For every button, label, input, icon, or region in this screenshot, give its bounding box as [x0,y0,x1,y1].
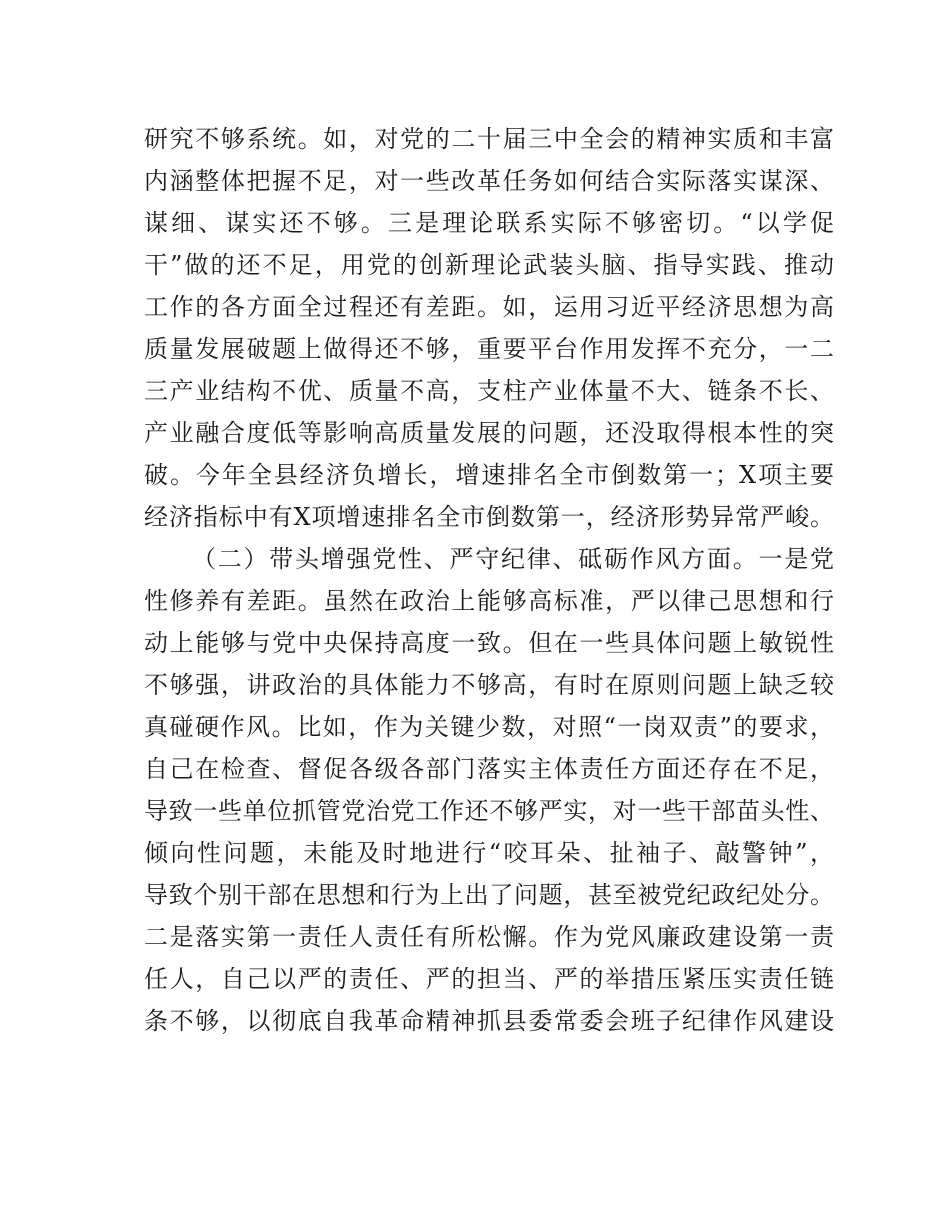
text-line: 任人，自己以严的责任、严的担当、严的举措压紧压实责任链 [144,965,834,993]
text-line: 动上能够与党中央保持高度一致。但在一些具体问题上敏锐性 [144,629,834,657]
text-line: 导致一些单位抓管党治党工作还不够严实，对一些干部苗头性、 [144,797,834,825]
paragraph-start-line: （二）带头增强党性、严守纪律、砥砺作风方面。一是党 [192,545,834,573]
text-line: 不够强，讲政治的具体能力不够高，有时在原则问题上缺乏较 [144,671,834,699]
text-line: 工作的各方面全过程还有差距。如，运用习近平经济思想为高 [144,293,834,321]
body-text [144,118,834,1042]
text-line: 破。今年全县经济负增长，增速排名全市倒数第一；X项主要 [144,461,834,489]
text-line: 二是落实第一责任人责任有所松懈。作为党风廉政建设第一责 [144,923,834,951]
text-line: 条不够，以彻底自我革命精神抓县委常委会班子纪律作风建设 [144,1007,834,1035]
text-line: 性修养有差距。虽然在政治上能够高标准，严以律己思想和行 [144,587,834,615]
text-line: 内涵整体把握不足，对一些改革任务如何结合实际落实谋深、 [144,167,834,195]
text-line: 干”做的还不足，用党的创新理论武装头脑、指导实践、推动 [144,251,834,279]
text-line: 三产业结构不优、质量不高，支柱产业体量不大、链条不长、 [144,377,834,405]
paragraph-end-line: 经济指标中有X项增速排名全市倒数第一，经济形势异常严峻。 [144,503,834,531]
text-line: 真碰硬作风。比如，作为关键少数，对照“一岗双责”的要求， [144,713,834,741]
text-line: 研究不够系统。如，对党的二十届三中全会的精神实质和丰富 [144,125,834,153]
text-line: 倾向性问题，未能及时地进行“咬耳朵、扯袖子、敲警钟”， [144,839,834,867]
text-line: 质量发展破题上做得还不够，重要平台作用发挥不充分，一二 [144,335,834,363]
text-line: 谋细、谋实还不够。三是理论联系实际不够密切。“以学促 [144,209,834,237]
text-line: 自己在检查、督促各级各部门落实主体责任方面还存在不足， [144,755,834,783]
text-line: 导致个别干部在思想和行为上出了问题，甚至被党纪政纪处分。 [144,881,834,909]
text-line: 产业融合度低等影响高质量发展的问题，还没取得根本性的突 [144,419,834,447]
